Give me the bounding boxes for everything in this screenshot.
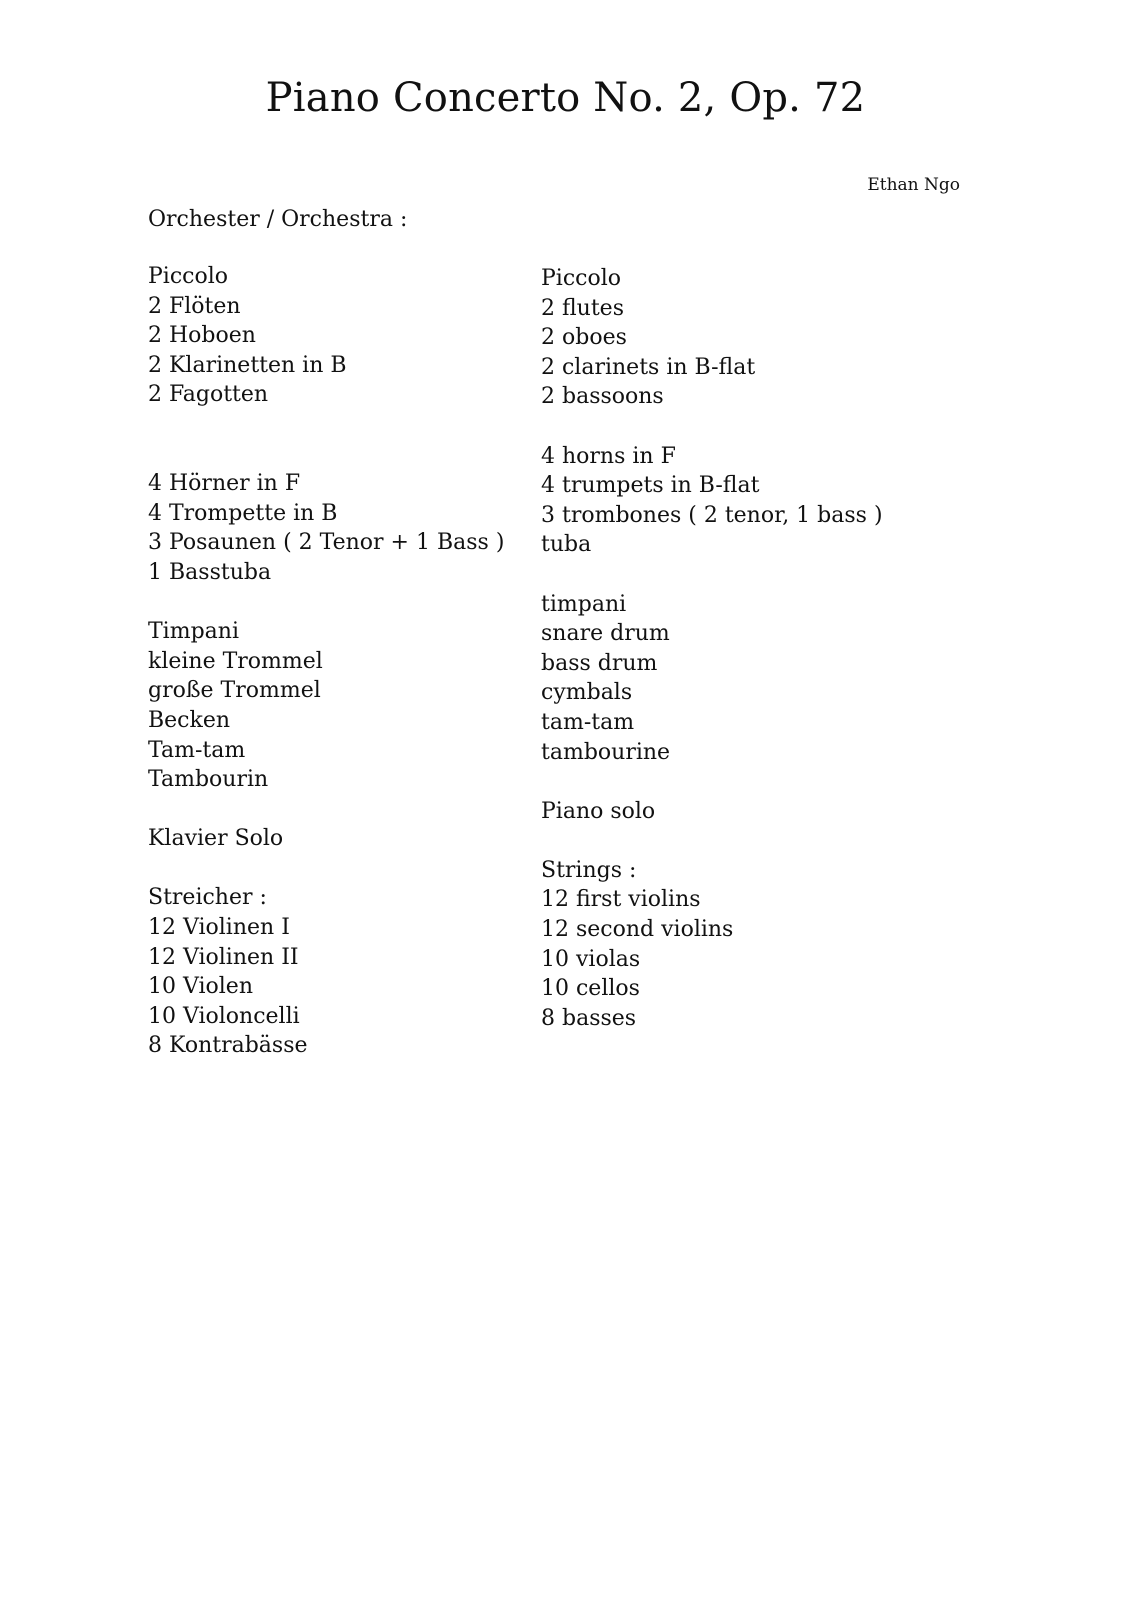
instrument-item: 3 trombones ( 2 tenor, 1 bass ) — [541, 502, 883, 528]
instrument-item: Tambourin — [148, 767, 269, 793]
instrument-item: 2 oboes — [541, 325, 627, 351]
instrument-item: große Trommel — [148, 678, 321, 704]
instrument-item: 2 clarinets in B-flat — [541, 354, 756, 380]
instrument-item: Becken — [148, 707, 231, 733]
instrument-item: 3 Posaunen ( 2 Tenor + 1 Bass ) — [148, 530, 505, 556]
instrument-item: 10 Violoncelli — [148, 1003, 300, 1029]
instrument-item: 12 Violinen II — [148, 944, 299, 970]
instrument-item: 2 Klarinetten in B — [148, 352, 347, 378]
instrument-item: 2 Flöten — [148, 293, 241, 319]
instrument-item: cymbals — [541, 680, 633, 706]
instrument-item: Klavier Solo — [148, 826, 284, 852]
instrument-item: 8 Kontrabässe — [148, 1033, 308, 1059]
instrument-item: 2 bassoons — [541, 384, 664, 410]
instrument-item: 2 Hoboen — [148, 323, 256, 349]
instrument-item: Timpani — [148, 619, 239, 645]
list-spacer — [541, 560, 883, 590]
english-instrument-list — [541, 264, 883, 1033]
list-spacer — [148, 410, 504, 440]
instrument-item: snare drum — [541, 621, 670, 647]
instrument-item: Piccolo — [541, 266, 622, 291]
instrument-item: kleine Trommel — [148, 648, 323, 674]
composer-name: Ethan Ngo — [867, 175, 960, 195]
list-spacer — [148, 795, 504, 825]
list-spacer — [148, 440, 504, 470]
instrument-item: Streicher : — [148, 885, 267, 911]
instrument-item: 10 Violen — [148, 974, 253, 1000]
instrument-item: tuba — [541, 532, 592, 558]
instrument-item: tam-tam — [541, 709, 635, 735]
list-spacer — [148, 588, 504, 618]
instrument-item: 8 basses — [541, 1005, 637, 1031]
instrument-item: 10 violas — [541, 946, 641, 972]
instrument-item: Tam-tam — [148, 737, 246, 763]
instrument-item: 12 Violinen I — [148, 915, 290, 941]
instrument-item: Piccolo — [148, 264, 229, 289]
instrument-item: Strings : — [541, 857, 637, 883]
instrument-item: 4 Trompette in B — [148, 500, 338, 526]
instrument-item: timpani — [541, 591, 627, 617]
list-spacer — [148, 854, 504, 884]
instrument-item: 12 second violins — [541, 917, 734, 943]
instrument-item: 12 first violins — [541, 887, 701, 913]
orchestra-heading: Orchester / Orchestra : — [148, 207, 408, 232]
instrument-item: 4 trumpets in B-flat — [541, 473, 760, 499]
list-spacer — [541, 826, 883, 856]
instrument-item: Piano solo — [541, 798, 656, 824]
instrument-item: 10 cellos — [541, 976, 640, 1002]
instrument-item: 4 Hörner in F — [148, 471, 301, 497]
instrument-item: tambourine — [541, 739, 671, 765]
instrument-item: bass drum — [541, 650, 658, 676]
german-instrument-list — [148, 262, 504, 1061]
instrument-item: 4 horns in F — [541, 443, 676, 469]
list-spacer — [541, 767, 883, 797]
list-spacer — [541, 412, 883, 442]
instrument-item: 2 flutes — [541, 295, 624, 321]
instrument-item: 2 Fagotten — [148, 382, 269, 408]
page-title: Piano Concerto No. 2, Op. 72 — [265, 75, 866, 121]
instrument-item: 1 Basstuba — [148, 559, 272, 585]
